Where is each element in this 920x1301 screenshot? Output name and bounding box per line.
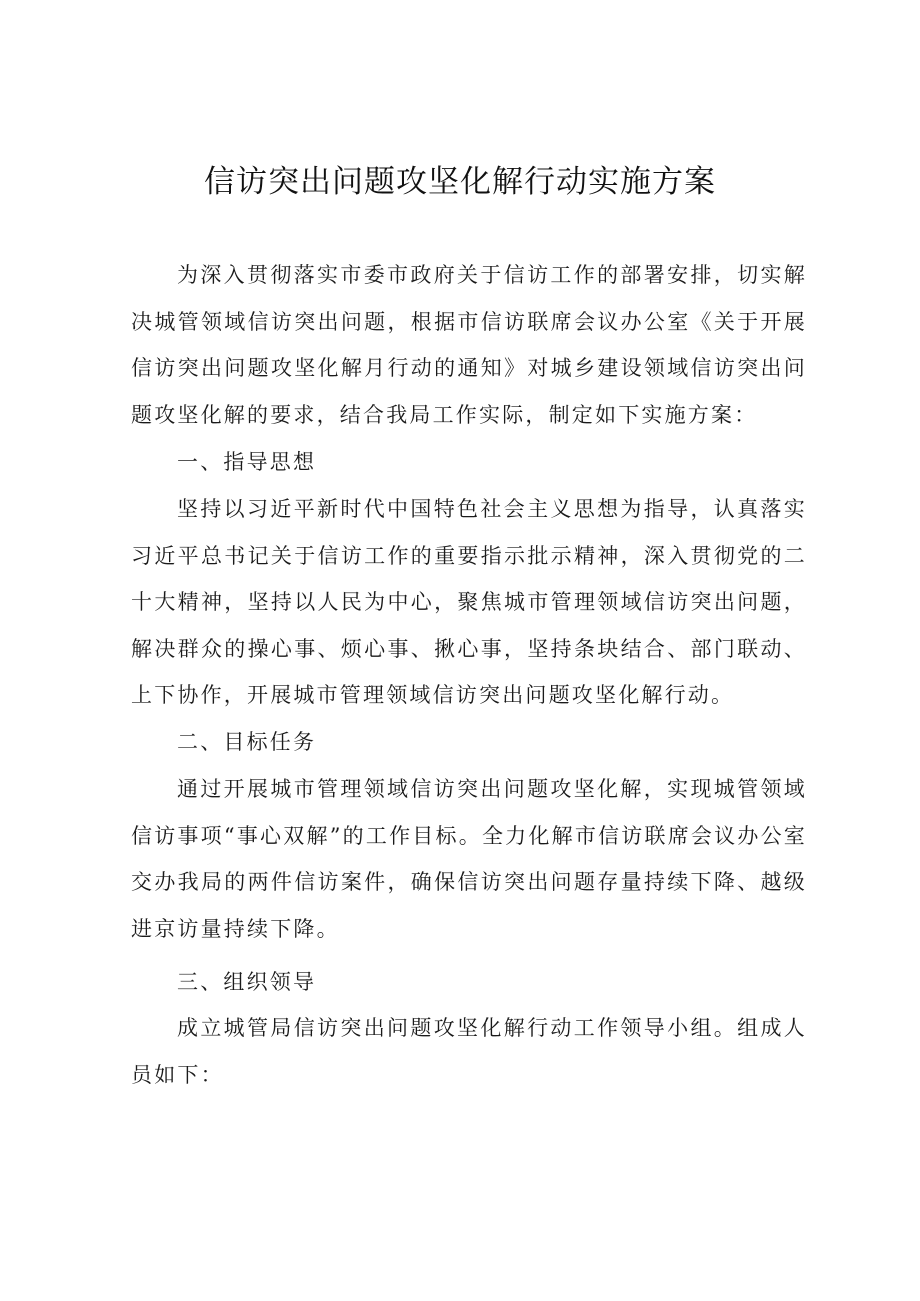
- section-paragraph-organization-leadership: 成立城管局信访突出问题攻坚化解行动工作领导小组。组成人员如下：: [131, 1016, 807, 1087]
- section-heading-goals-tasks: 二、目标任务: [177, 730, 317, 754]
- document-title: 信访突出问题攻坚化解行动实施方案: [204, 164, 716, 200]
- section-paragraph-guiding-ideology: 坚持以习近平新时代中国特色社会主义思想为指导，认真落实习近平总书记关于信访工作的重要指示批示精神，深入贯彻党的二十大精神，坚持以人民为中心，聚焦城市管理领域信访突出问题，解决群众的操心事、烦心事、揪心事，坚持条块结合、部门联动、上下协作，开展城市管理领域信访突出问题攻坚化解行动。: [131, 497, 807, 707]
- section-heading-organization-leadership: 三、组织领导: [177, 970, 317, 994]
- intro-paragraph: 为深入贯彻落实市委市政府关于信访工作的部署安排，切实解决城管领域信访突出问题，根据市信访联席会议办公室《关于开展信访突出问题攻坚化解月行动的通知》对城乡建设领域信访突出问题攻坚化解的要求，结合我局工作实际，制定如下实施方案：: [131, 263, 807, 427]
- section-paragraph-goals-tasks: 通过开展城市管理领域信访突出问题攻坚化解，实现城管领域信访事项“事心双解”的工作目标。全力化解市信访联席会议办公室交办我局的两件信访案件，确保信访突出问题存量持续下降、越级进京访量持续下降。: [131, 777, 807, 941]
- section-heading-guiding-ideology: 一、指导思想: [177, 450, 317, 474]
